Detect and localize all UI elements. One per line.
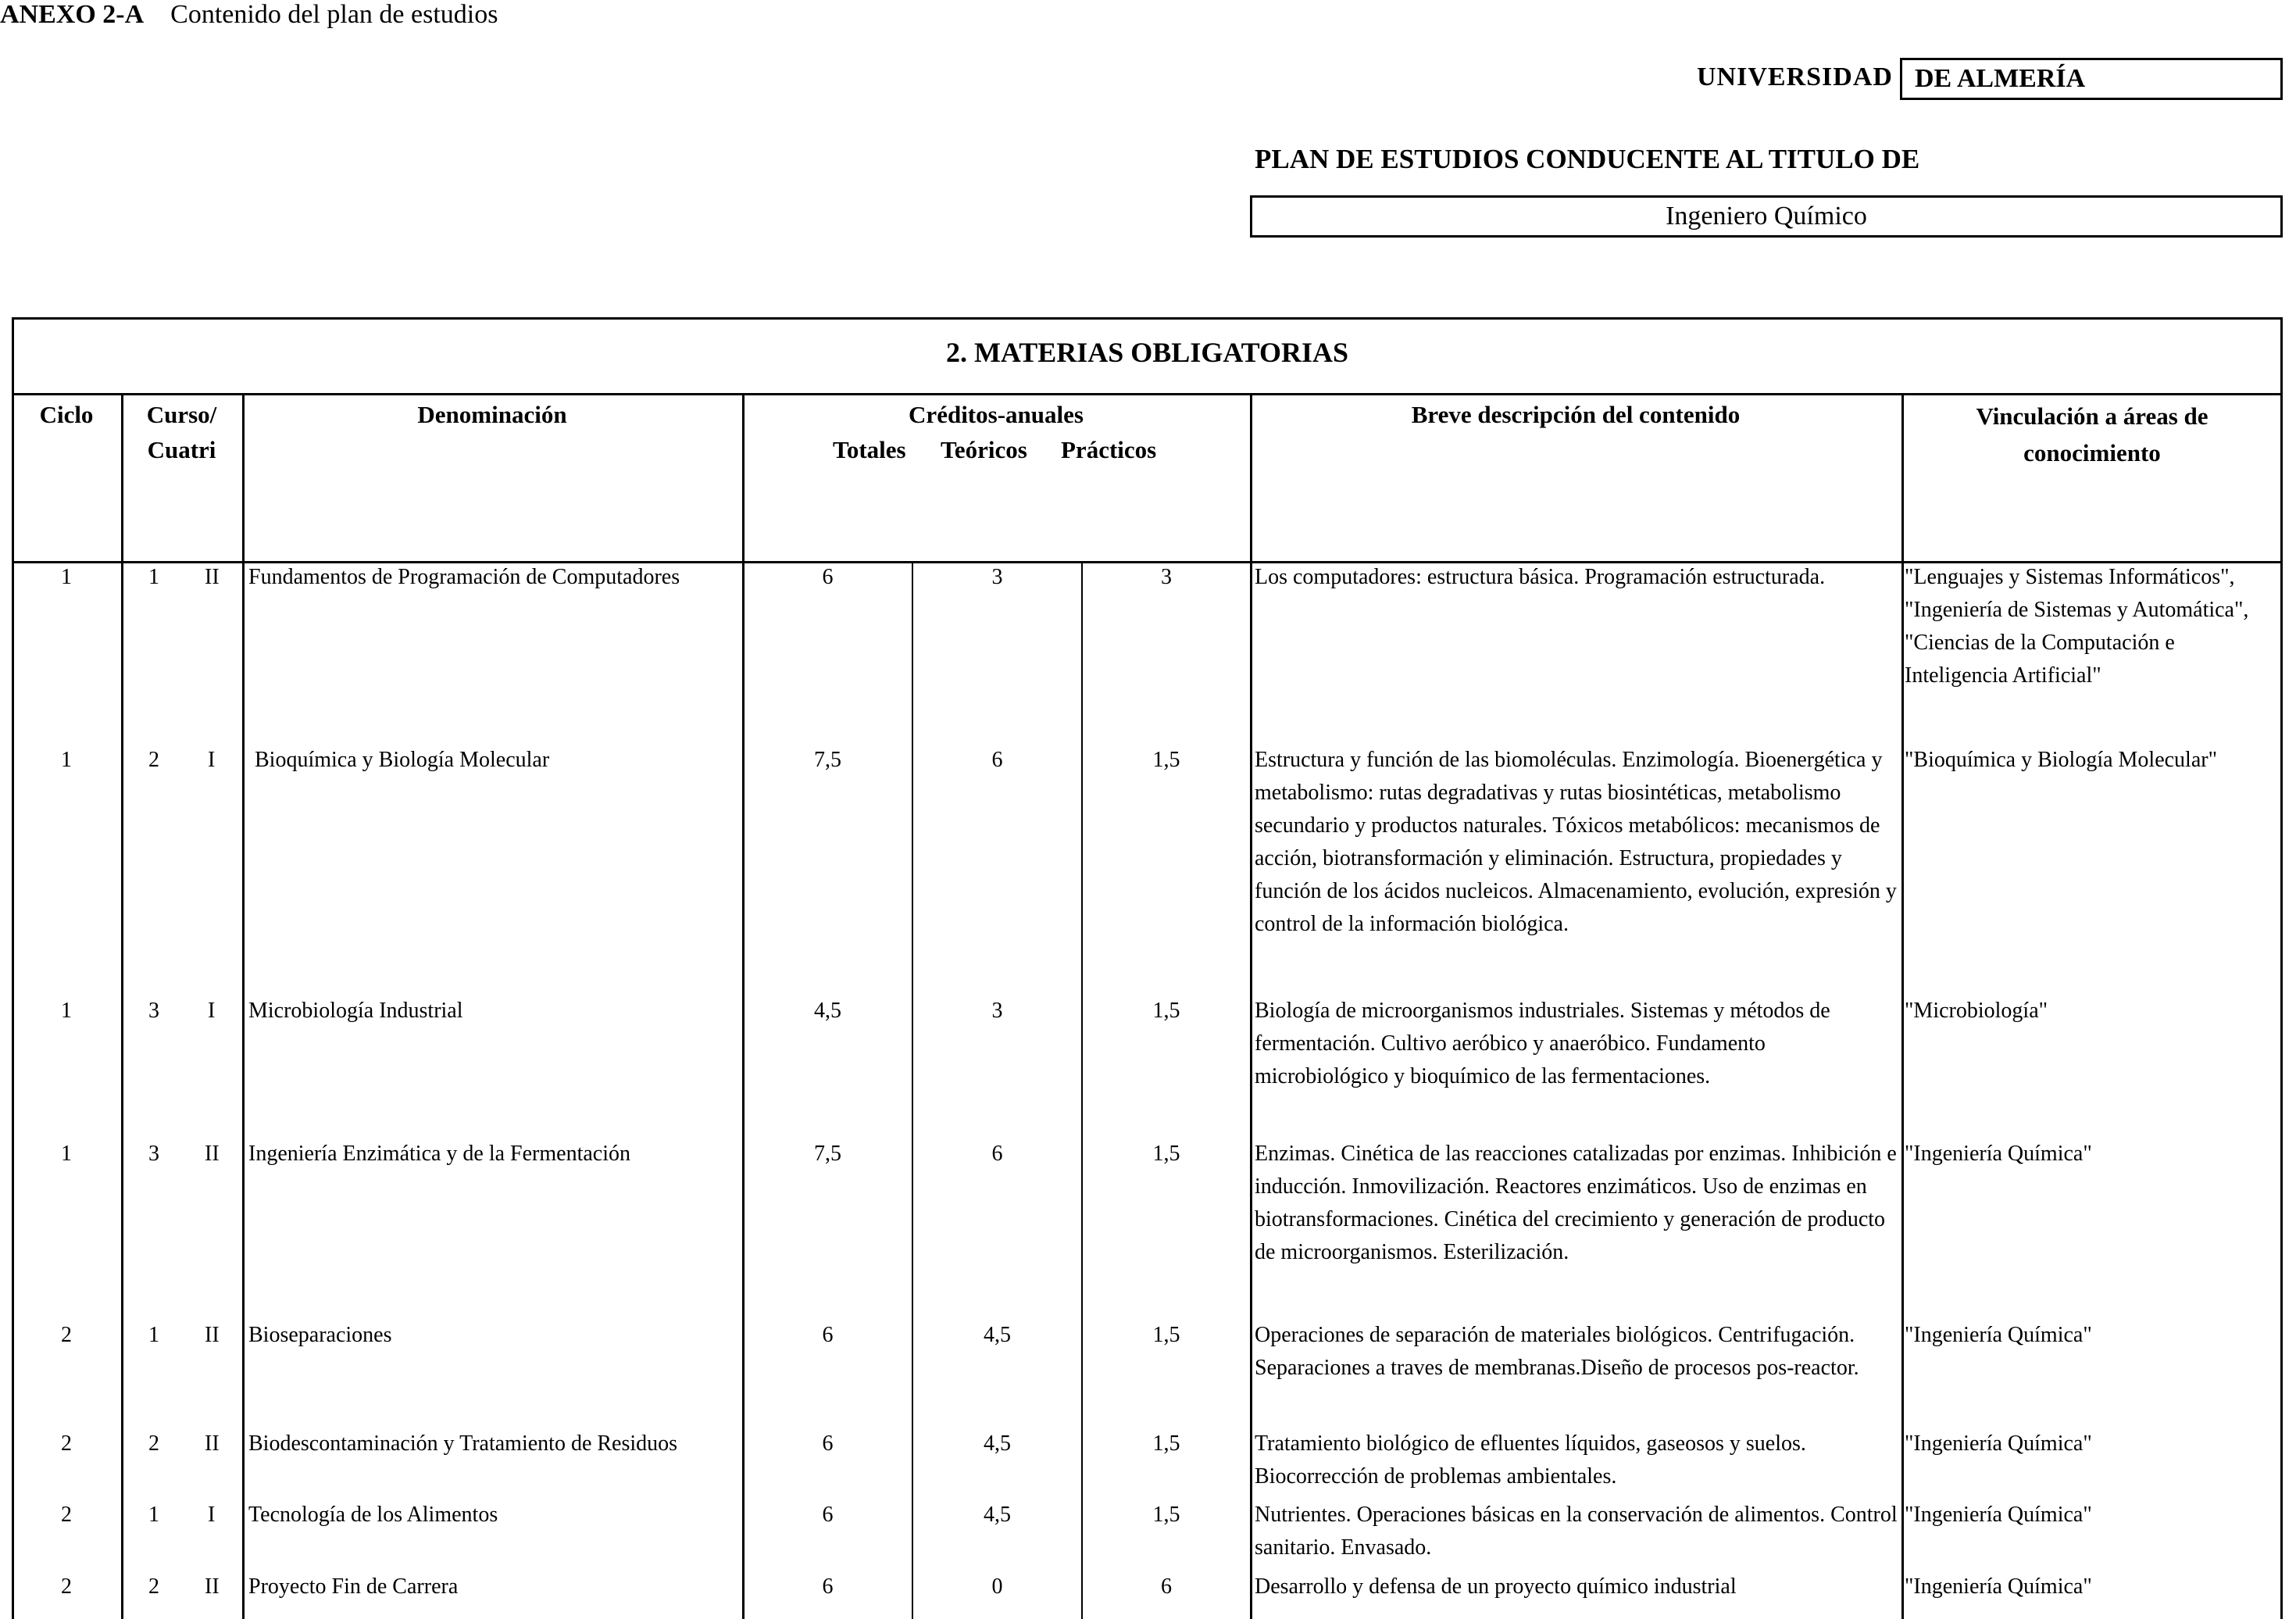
cell-denominacion: Biodescontaminación y Tratamiento de Residuos [248, 1431, 678, 1456]
cell-teoricos: 0 [991, 1574, 1003, 1599]
cell-descripcion: Biología de microorganismos industriales. Sistemas y métodos de fermentación. Cultivo aeróbico y anaeróbico. Fundamento microbiológico y bioquímico de las fermentaciones. [1255, 999, 1830, 1088]
cell-cuatri: I [208, 748, 216, 772]
cell-cuatri: I [208, 1503, 216, 1527]
cell-totales: 6 [822, 1503, 834, 1527]
cell-descripcion: Desarrollo y defensa de un proyecto químico industrial [1255, 1574, 1737, 1599]
cell-teoricos: 3 [991, 999, 1003, 1023]
header-totales: Totales [833, 436, 906, 463]
col-divider-ciclo [121, 393, 123, 1619]
header-top-rule [12, 393, 2283, 395]
cell-totales: 6 [822, 565, 834, 589]
annex-subtitle: Contenido del plan de estudios [170, 0, 498, 29]
header-curso-line2: Cuatri [147, 436, 216, 463]
plan-heading: PLAN DE ESTUDIOS CONDUCENTE AL TITULO DE [1255, 144, 1920, 174]
header-denominacion: Denominación [417, 401, 567, 428]
header-creditos: Créditos-anuales [909, 401, 1084, 428]
header-descripcion: Breve descripción del contenido [1411, 401, 1741, 428]
header-teoricos: Teóricos [941, 436, 1027, 463]
cell-areas: "Lenguajes y Sistemas Informáticos", "Ingeniería de Sistemas y Automática", "Ciencias de la Computación e Inteligencia Artificial" [1905, 565, 2249, 688]
cell-areas: "Ingeniería Química" [1905, 1503, 2092, 1527]
cell-totales: 7,5 [814, 748, 841, 772]
university-label: UNIVERSIDAD [1697, 63, 1893, 91]
col-divider-creditos [1250, 393, 1252, 1619]
cell-cuatri: II [205, 565, 220, 589]
cell-denominacion: Microbiología Industrial [248, 999, 463, 1023]
subjects-table [12, 317, 2283, 1619]
cell-denominacion: Tecnología de los Alimentos [248, 1503, 498, 1527]
cell-practicos: 1,5 [1152, 1142, 1180, 1166]
cell-descripcion: Estructura y función de las biomoléculas. Enzimología. Bioenergética y metabolismo: rutas degradativas y rutas biosintéticas, metabolismo secundario y productos naturales. Tóxicos metabólicos: mecanismos de acción, biotransformación y eliminación. Estructura, propiedades y función de los ácidos nucleicos. Almacenamiento, evolución, expresión y control de la información biológica. [1255, 748, 1897, 936]
cell-cuatri: II [205, 1323, 220, 1347]
header-curso-line1: Curso/ [146, 401, 217, 428]
cell-curso: 1 [148, 1503, 159, 1527]
annex-heading [0, 0, 498, 30]
section-title: 2. MATERIAS OBLIGATORIAS [945, 337, 1349, 368]
cell-areas: "Microbiología" [1905, 999, 2048, 1023]
cell-curso: 2 [148, 748, 159, 772]
cell-descripcion: Tratamiento biológico de efluentes líquidos, gaseosos y suelos. Biocorrección de problemas ambientales. [1255, 1431, 1806, 1489]
cell-teoricos: 4,5 [984, 1431, 1011, 1456]
cell-curso: 3 [148, 1142, 159, 1166]
cell-curso: 2 [148, 1431, 159, 1456]
cell-curso: 1 [148, 565, 159, 589]
cell-teoricos: 3 [991, 565, 1003, 589]
cell-denominacion: Ingeniería Enzimática y de la Fermentación [248, 1142, 631, 1166]
cell-totales: 6 [822, 1574, 834, 1599]
cell-ciclo: 2 [61, 1431, 72, 1456]
cell-totales: 7,5 [814, 1142, 841, 1166]
cell-practicos: 1,5 [1152, 999, 1180, 1023]
col-divider-curso [242, 393, 245, 1619]
cell-cuatri: II [205, 1142, 220, 1166]
cell-totales: 4,5 [814, 999, 841, 1023]
header-ciclo: Ciclo [39, 401, 94, 428]
header-vinculacion-line2: conocimiento [2023, 439, 2161, 466]
cell-cuatri: II [205, 1431, 220, 1456]
cell-teoricos: 6 [991, 1142, 1003, 1166]
cell-ciclo: 2 [61, 1323, 72, 1347]
cell-areas: "Bioquímica y Biología Molecular" [1905, 748, 2218, 772]
cell-ciclo: 1 [61, 1142, 72, 1166]
cell-ciclo: 2 [61, 1503, 72, 1527]
cell-practicos: 1,5 [1152, 1503, 1180, 1527]
cell-ciclo: 1 [61, 999, 72, 1023]
cell-areas: "Ingeniería Química" [1905, 1323, 2092, 1347]
cell-descripcion: Enzimas. Cinética de las reacciones catalizadas por enzimas. Inhibición e inducción. Inmovilización. Reactores enzimáticos. Uso de enzimas en biotransformaciones. Cinética del crecimiento y generación de producto de microorganismos. Esterilización. [1255, 1142, 1897, 1264]
cell-totales: 6 [822, 1431, 834, 1456]
cell-areas: "Ingeniería Química" [1905, 1142, 2092, 1166]
cell-areas: "Ingeniería Química" [1905, 1574, 2092, 1599]
cell-cuatri: II [205, 1574, 220, 1599]
cell-ciclo: 1 [61, 565, 72, 589]
cell-practicos: 1,5 [1152, 1431, 1180, 1456]
cell-curso: 1 [148, 1323, 159, 1347]
cell-denominacion: Proyecto Fin de Carrera [248, 1574, 459, 1599]
cell-curso: 2 [148, 1574, 159, 1599]
cell-practicos: 1,5 [1152, 748, 1180, 772]
cell-totales: 6 [822, 1323, 834, 1347]
cell-teoricos: 4,5 [984, 1323, 1011, 1347]
header-vinculacion-line1: Vinculación a áreas de [1976, 402, 2209, 430]
cell-practicos: 3 [1161, 565, 1172, 589]
cell-denominacion: Bioseparaciones [248, 1323, 392, 1347]
cell-areas: "Ingeniería Química" [1905, 1431, 2092, 1456]
cell-teoricos: 6 [991, 748, 1003, 772]
cell-denominacion: Fundamentos de Programación de Computadores [248, 565, 680, 589]
cell-cuatri: I [208, 999, 216, 1023]
cell-descripcion: Operaciones de separación de materiales biológicos. Centrifugación. Separaciones a traves de membranas.Diseño de procesos pos-reactor. [1255, 1323, 1859, 1380]
cell-descripcion: Los computadores: estructura básica. Programación estructurada. [1255, 565, 1826, 589]
cell-teoricos: 4,5 [984, 1503, 1011, 1527]
header-practicos: Prácticos [1061, 436, 1157, 463]
university-name-box: DE ALMERÍA [1900, 58, 2283, 100]
cell-practicos: 6 [1161, 1574, 1172, 1599]
cell-descripcion: Nutrientes. Operaciones básicas en la conservación de alimentos. Control sanitario. Envasado. [1255, 1503, 1898, 1560]
cell-curso: 3 [148, 999, 159, 1023]
cell-ciclo: 2 [61, 1574, 72, 1599]
annex-code: ANEXO 2-A [0, 0, 145, 29]
cell-practicos: 1,5 [1152, 1323, 1180, 1347]
cell-denominacion: Bioquímica y Biología Molecular [255, 748, 550, 772]
degree-box: Ingeniero Químico [1250, 195, 2283, 238]
cell-ciclo: 1 [61, 748, 72, 772]
